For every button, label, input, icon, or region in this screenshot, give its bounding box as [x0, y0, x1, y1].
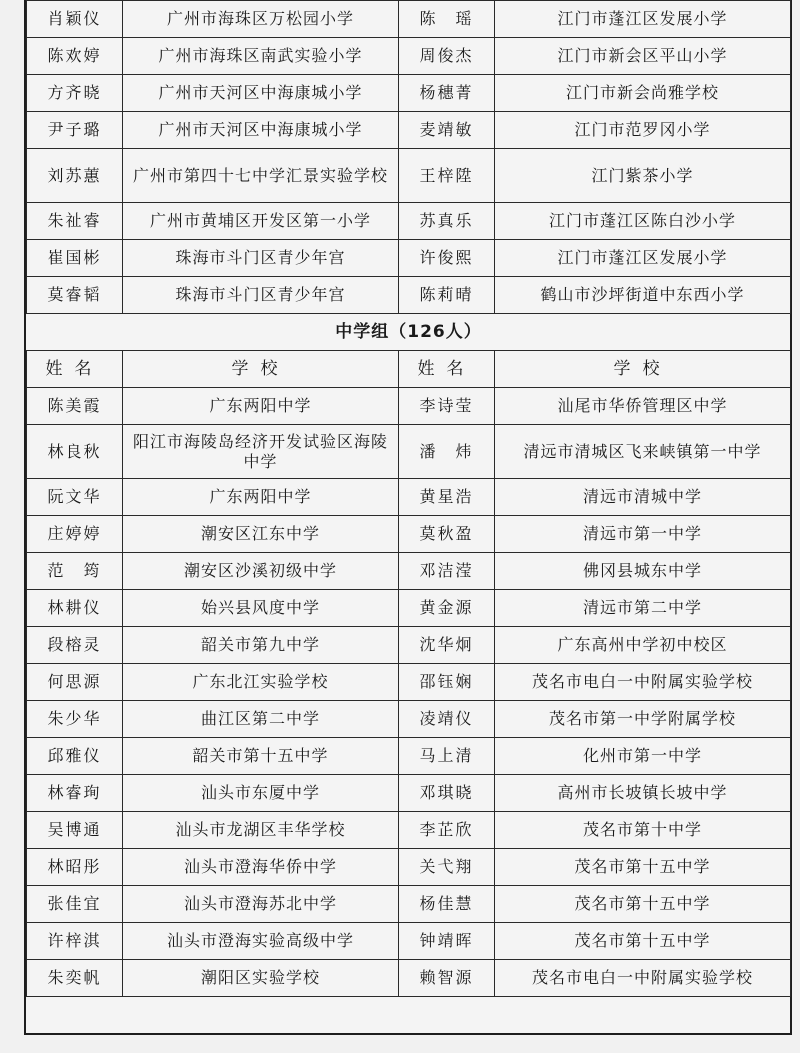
table-row: [27, 1, 791, 38]
student-name: 赖智源: [399, 960, 495, 997]
school-name: 韶关市第九中学: [123, 627, 399, 664]
school-name: 潮安区沙溪初级中学: [123, 553, 399, 590]
table-row: [27, 425, 791, 479]
school-name: 韶关市第十五中学: [123, 738, 399, 775]
student-name: 许梓淇: [27, 923, 123, 960]
student-name: 钟靖晖: [399, 923, 495, 960]
student-name: 周俊杰: [399, 38, 495, 75]
school-name: 茂名市电白一中附属实验学校: [495, 664, 791, 701]
student-name: 杨穗菁: [399, 75, 495, 112]
school-name: 广州市海珠区万松园小学: [123, 1, 399, 38]
roster-table: [26, 0, 791, 997]
table-row: [27, 923, 791, 960]
student-name: 吴博通: [27, 812, 123, 849]
student-name: 关弋翔: [399, 849, 495, 886]
table-row: [27, 388, 791, 425]
student-name: 刘苏蕙: [27, 149, 123, 203]
header-row: [27, 351, 791, 388]
table-row: [27, 516, 791, 553]
table-row: [27, 812, 791, 849]
school-name: 汕头市澄海苏北中学: [123, 886, 399, 923]
school-name: 潮阳区实验学校: [123, 960, 399, 997]
student-name: 朱少华: [27, 701, 123, 738]
school-name: 潮安区江东中学: [123, 516, 399, 553]
school-name: 汕头市澄海实验高级中学: [123, 923, 399, 960]
table-row: [27, 590, 791, 627]
school-name: 广州市天河区中海康城小学: [123, 75, 399, 112]
student-name: 凌靖仪: [399, 701, 495, 738]
school-name: 江门市新会区平山小学: [495, 38, 791, 75]
student-name: 苏真乐: [399, 203, 495, 240]
student-name: 莫秋盈: [399, 516, 495, 553]
student-name: 邓洁滢: [399, 553, 495, 590]
student-name: 方齐晓: [27, 75, 123, 112]
school-name: 茂名市电白一中附属实验学校: [495, 960, 791, 997]
student-name: 莫睿韬: [27, 277, 123, 314]
table-row: [27, 738, 791, 775]
school-name: 佛冈县城东中学: [495, 553, 791, 590]
student-name: 阮文华: [27, 479, 123, 516]
column-header-name: 姓名: [399, 351, 495, 388]
student-name: 邵钰娴: [399, 664, 495, 701]
school-name: 江门紫茶小学: [495, 149, 791, 203]
school-name: 汕头市龙湖区丰华学校: [123, 812, 399, 849]
column-header-school: 学校: [495, 351, 791, 388]
student-name: 陈欢婷: [27, 38, 123, 75]
student-name: 黄金源: [399, 590, 495, 627]
school-name: 广州市海珠区南武实验小学: [123, 38, 399, 75]
school-name: 广东两阳中学: [123, 388, 399, 425]
table-row: [27, 849, 791, 886]
section-row: [27, 314, 791, 351]
table-row: [27, 149, 791, 203]
school-name: 广东两阳中学: [123, 479, 399, 516]
student-name: 何思源: [27, 664, 123, 701]
school-name: 江门市蓬江区陈白沙小学: [495, 203, 791, 240]
student-name: 陈美霞: [27, 388, 123, 425]
school-name: 清远市第一中学: [495, 516, 791, 553]
school-name: 曲江区第二中学: [123, 701, 399, 738]
student-name: 肖颖仪: [27, 1, 123, 38]
student-name: 林睿珣: [27, 775, 123, 812]
table-row: [27, 203, 791, 240]
student-name: 庄婷婷: [27, 516, 123, 553]
school-name: 广东北江实验学校: [123, 664, 399, 701]
student-name: 李诗莹: [399, 388, 495, 425]
student-name: 林昭彤: [27, 849, 123, 886]
table-row: [27, 960, 791, 997]
student-name: 段榕灵: [27, 627, 123, 664]
student-name: 林良秋: [27, 425, 123, 479]
school-name: 茂名市第十五中学: [495, 886, 791, 923]
school-name: 清远市第二中学: [495, 590, 791, 627]
column-header-name: 姓名: [27, 351, 123, 388]
table-row: [27, 112, 791, 149]
school-name: 江门市蓬江区发展小学: [495, 1, 791, 38]
school-name: 茂名市第十五中学: [495, 849, 791, 886]
student-name: 尹子璐: [27, 112, 123, 149]
table-row: [27, 886, 791, 923]
school-name: 鹤山市沙坪街道中东西小学: [495, 277, 791, 314]
table-row: [27, 553, 791, 590]
table-row: [27, 277, 791, 314]
school-name: 珠海市斗门区青少年宫: [123, 240, 399, 277]
school-name: 始兴县风度中学: [123, 590, 399, 627]
school-name: 江门市新会尚雅学校: [495, 75, 791, 112]
student-name: 沈华炯: [399, 627, 495, 664]
table-row: [27, 240, 791, 277]
table-row: [27, 627, 791, 664]
table-row: [27, 701, 791, 738]
student-name: 潘 炜: [399, 425, 495, 479]
school-name: 江门市蓬江区发展小学: [495, 240, 791, 277]
school-name: 广州市第四十七中学汇景实验学校: [123, 149, 399, 203]
student-name: 范 筠: [27, 553, 123, 590]
school-name: 茂名市第十五中学: [495, 923, 791, 960]
school-name: 汕尾市华侨管理区中学: [495, 388, 791, 425]
student-name: 张佳宜: [27, 886, 123, 923]
student-name: 陈莉晴: [399, 277, 495, 314]
school-name: 广东高州中学初中校区: [495, 627, 791, 664]
student-name: 李芷欣: [399, 812, 495, 849]
student-name: 林耕仪: [27, 590, 123, 627]
school-name: 江门市范罗冈小学: [495, 112, 791, 149]
student-name: 麦靖敏: [399, 112, 495, 149]
table-row: [27, 664, 791, 701]
school-name: 清远市清城中学: [495, 479, 791, 516]
document-sheet: [24, 0, 792, 1035]
student-name: 黄星浩: [399, 479, 495, 516]
table-row: [27, 75, 791, 112]
table-row: [27, 775, 791, 812]
student-name: 邱雅仪: [27, 738, 123, 775]
table-row: [27, 38, 791, 75]
student-name: 崔国彬: [27, 240, 123, 277]
school-name: 珠海市斗门区青少年宫: [123, 277, 399, 314]
school-name: 清远市清城区飞来峡镇第一中学: [495, 425, 791, 479]
student-name: 王梓陞: [399, 149, 495, 203]
school-name: 阳江市海陵岛经济开发试验区海陵中学: [123, 425, 399, 479]
section-title: 中学组（126人）: [27, 314, 791, 351]
student-name: 许俊熙: [399, 240, 495, 277]
school-name: 化州市第一中学: [495, 738, 791, 775]
column-header-school: 学校: [123, 351, 399, 388]
school-name: 高州市长坡镇长坡中学: [495, 775, 791, 812]
student-name: 杨佳慧: [399, 886, 495, 923]
student-name: 朱祉睿: [27, 203, 123, 240]
school-name: 广州市天河区中海康城小学: [123, 112, 399, 149]
school-name: 汕头市东厦中学: [123, 775, 399, 812]
school-name: 广州市黄埔区开发区第一小学: [123, 203, 399, 240]
student-name: 朱奕帆: [27, 960, 123, 997]
student-name: 陈 瑶: [399, 1, 495, 38]
school-name: 茂名市第一中学附属学校: [495, 701, 791, 738]
school-name: 茂名市第十中学: [495, 812, 791, 849]
school-name: 汕头市澄海华侨中学: [123, 849, 399, 886]
student-name: 邓琪晓: [399, 775, 495, 812]
table-row: [27, 479, 791, 516]
student-name: 马上清: [399, 738, 495, 775]
